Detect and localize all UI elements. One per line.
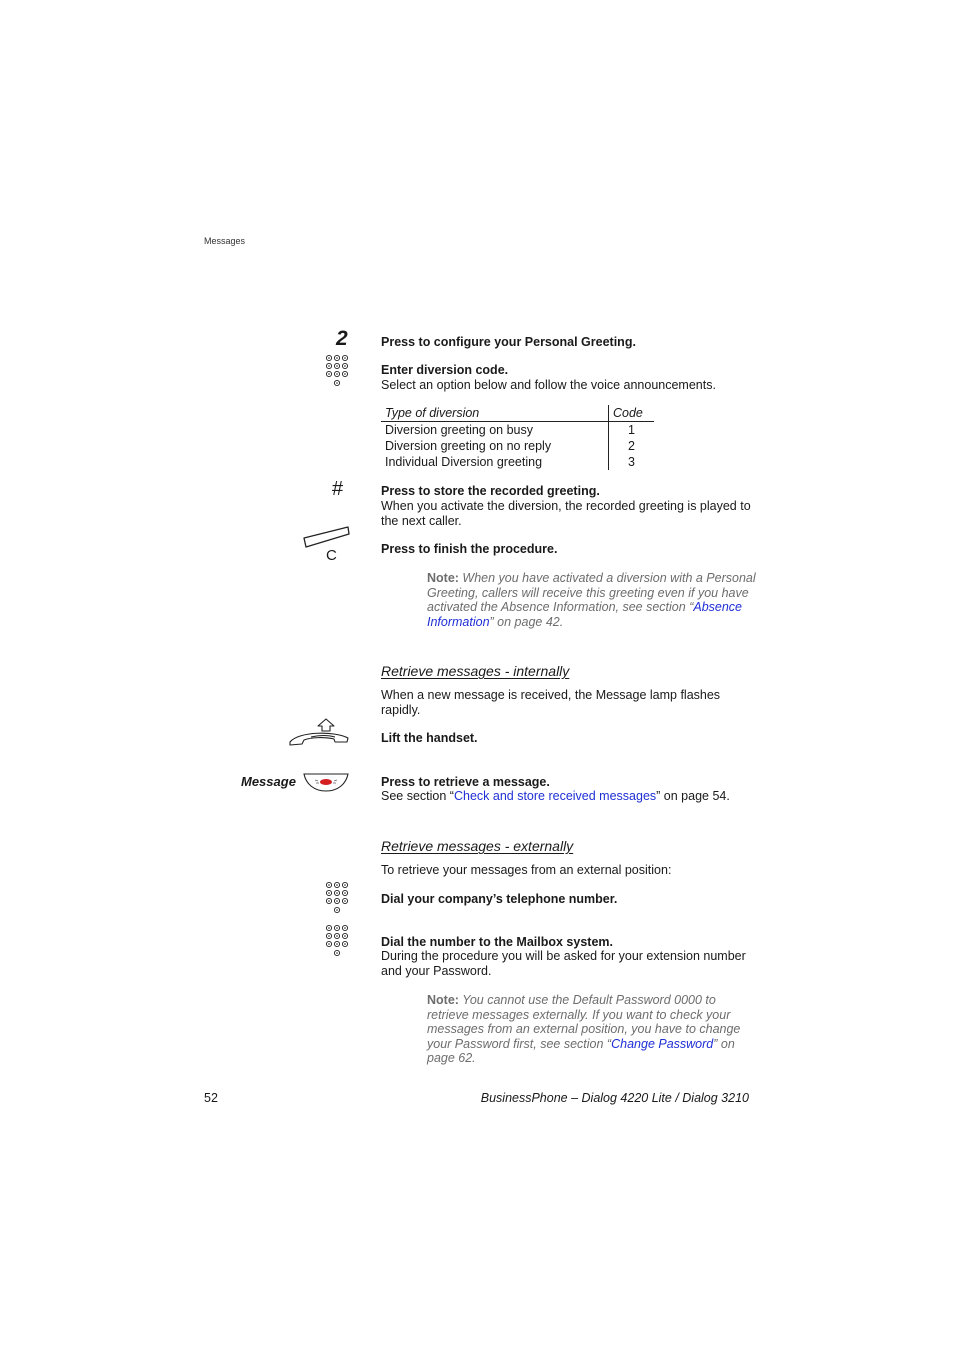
table-cell-code: 3 <box>609 454 655 470</box>
retrieve-text: ” on page 54. <box>656 789 730 803</box>
step-retrieve-message: Press to retrieve a message. <box>381 775 550 789</box>
step-lift-handset: Lift the handset. <box>381 731 478 745</box>
keypad-icon <box>325 354 351 390</box>
key-2-icon: 2 <box>336 327 348 350</box>
note-label: Note: <box>427 571 459 585</box>
step-store-greeting-text: When you activate the diversion, the recorded greeting is played to the next caller. <box>381 499 751 528</box>
clear-key-label: C <box>326 547 337 564</box>
message-key-icon[interactable] <box>302 771 350 793</box>
table-cell-type: Individual Diversion greeting <box>385 455 543 469</box>
step-enter-diversion-code-text: Select an option below and follow the voice announcements. <box>381 378 716 392</box>
table-cell-code: 1 <box>609 422 655 439</box>
absence-information-link[interactable]: Absence Information <box>427 600 743 629</box>
table-cell-code: 2 <box>609 438 655 454</box>
step-store-greeting: Press to store the recorded greeting. <box>381 484 600 498</box>
external-intro-text: To retrieve your messages from an external position: <box>381 863 672 877</box>
table-cell-type: Diversion greeting on no reply <box>385 439 552 453</box>
table-header-code: Code <box>609 405 655 422</box>
table-row <box>381 438 654 454</box>
message-key-label: Message <box>241 774 296 789</box>
note-text: ” on page 42. <box>489 614 564 629</box>
check-store-messages-link[interactable]: Check and store received messages <box>453 789 657 803</box>
keypad-icon <box>325 881 351 917</box>
change-password-link[interactable]: Change Password <box>611 1036 714 1051</box>
retrieve-message-text <box>381 789 753 804</box>
note-label: Note: <box>427 993 459 1007</box>
page-number: 52 <box>204 1091 218 1105</box>
header-section-label: Messages <box>204 236 246 246</box>
table-cell-type: Diversion greeting on busy <box>385 423 533 437</box>
dial-mailbox-text: During the procedure you will be asked for your extension number and your Password. <box>381 949 746 978</box>
step-dial-company-number: Dial your company’s telephone number. <box>381 892 618 906</box>
step-dial-mailbox: Dial the number to the Mailbox system. <box>381 935 613 949</box>
keypad-icon <box>325 924 351 960</box>
note-text: ” on page 62. <box>427 1036 735 1065</box>
retrieve-text: See section “ <box>381 789 454 803</box>
note-text: You cannot use the Default Password 0000 to retrieve messages externally. If you want to check your messages from an external position, you have to change your Password first, see section “ <box>427 993 741 1051</box>
step-finish-procedure: Press to finish the procedure. <box>381 542 558 556</box>
diversion-table <box>381 405 654 470</box>
table-header-type: Type of diversion <box>381 405 609 422</box>
heading-retrieve-internally: Retrieve messages - internally <box>381 663 570 679</box>
internal-intro-text: When a new message is received, the Message lamp flashes rapidly. <box>381 688 721 717</box>
lift-handset-icon <box>287 718 351 748</box>
note-text: When you have activated a diversion with a Personal Greeting, callers will receive this greeting even if you have activated the Absence Information, see section “ <box>427 571 756 614</box>
table-header-row <box>381 405 654 422</box>
step-configure-greeting: Press to configure your Personal Greeting. <box>381 335 636 349</box>
table-row <box>381 454 654 470</box>
hash-key-icon: # <box>332 478 344 500</box>
step-enter-diversion-code: Enter diversion code. <box>381 363 509 377</box>
table-row <box>381 422 654 439</box>
footer-doc-title: BusinessPhone – Dialog 4220 Lite / Dialog 3210 <box>480 1091 749 1105</box>
note-personal-greeting <box>427 571 757 629</box>
note-default-password <box>427 993 757 1066</box>
heading-retrieve-externally: Retrieve messages - externally <box>381 838 574 854</box>
